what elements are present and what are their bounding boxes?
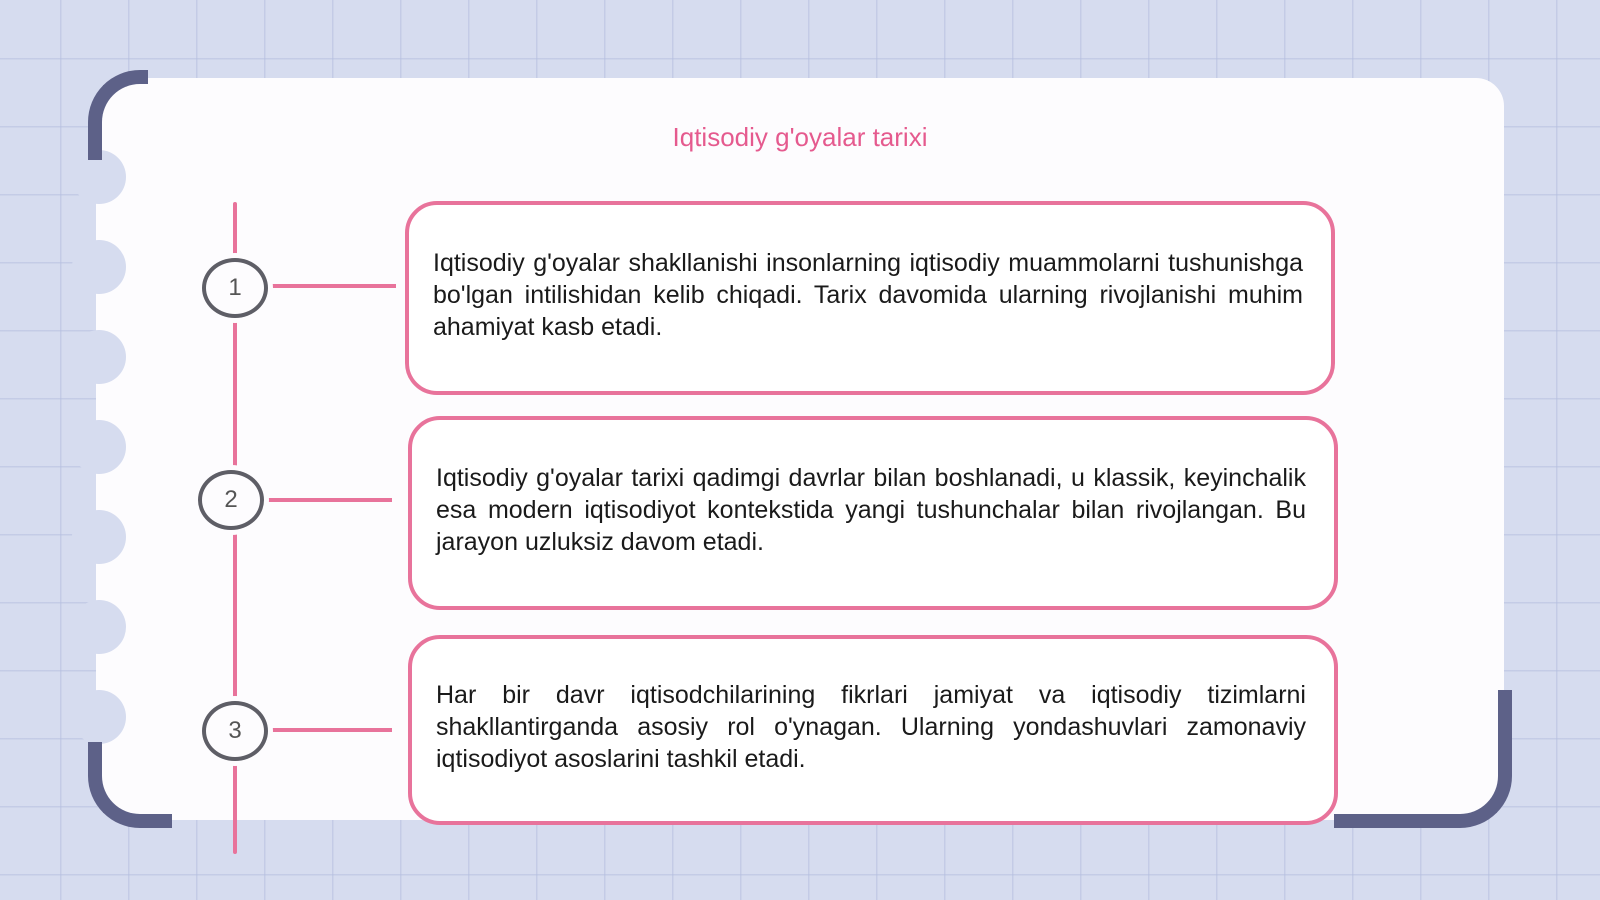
notebook-hole	[72, 330, 126, 384]
timeline-connector	[268, 284, 396, 288]
timeline-item-2	[408, 416, 1338, 610]
timeline-item-text: Iqtisodiy g'oyalar tarixi qadimgi davrlar bilan boshlanadi, u klassik, keyinchalik esa modern iqtisodiyot kontekstida yangi tushunchalar bilan rivojlangan. Bu jarayon uzluksiz davom etadi.	[436, 464, 1306, 556]
notebook-hole	[72, 420, 126, 474]
timeline-marker-1: 1	[202, 258, 268, 318]
timeline-connector	[268, 728, 392, 732]
notebook-hole	[72, 690, 126, 744]
timeline-item-3	[408, 635, 1338, 825]
timeline-marker-3: 3	[202, 701, 268, 761]
slide-title: Iqtisodiy g'oyalar tarixi	[672, 122, 928, 152]
corner-bracket-bottom-right	[1334, 690, 1512, 828]
timeline-item-text: Iqtisodiy g'oyalar shakllanishi insonlarning iqtisodiy muammolarni tushunishga bo'lgan intilishidan kelib chiqadi. Tarix davomida ularning rivojlanishi muhim ahamiyat kasb etadi.	[433, 249, 1303, 341]
timeline-item-text: Har bir davr iqtisodchilarining fikrlari jamiyat va iqtisodiy tizimlarni shakllantirganda asosiy rol o'ynagan. Ularning yondashuvlari zamonaviy iqtisodiyot asoslarini tashkil etadi.	[436, 681, 1306, 773]
timeline-marker-2: 2	[198, 470, 264, 530]
notebook-hole	[72, 240, 126, 294]
timeline-item-1	[405, 201, 1335, 395]
notebook-hole	[72, 510, 126, 564]
notebook-hole	[72, 600, 126, 654]
corner-bracket-bottom-left	[88, 742, 172, 828]
timeline-connector	[264, 498, 392, 502]
